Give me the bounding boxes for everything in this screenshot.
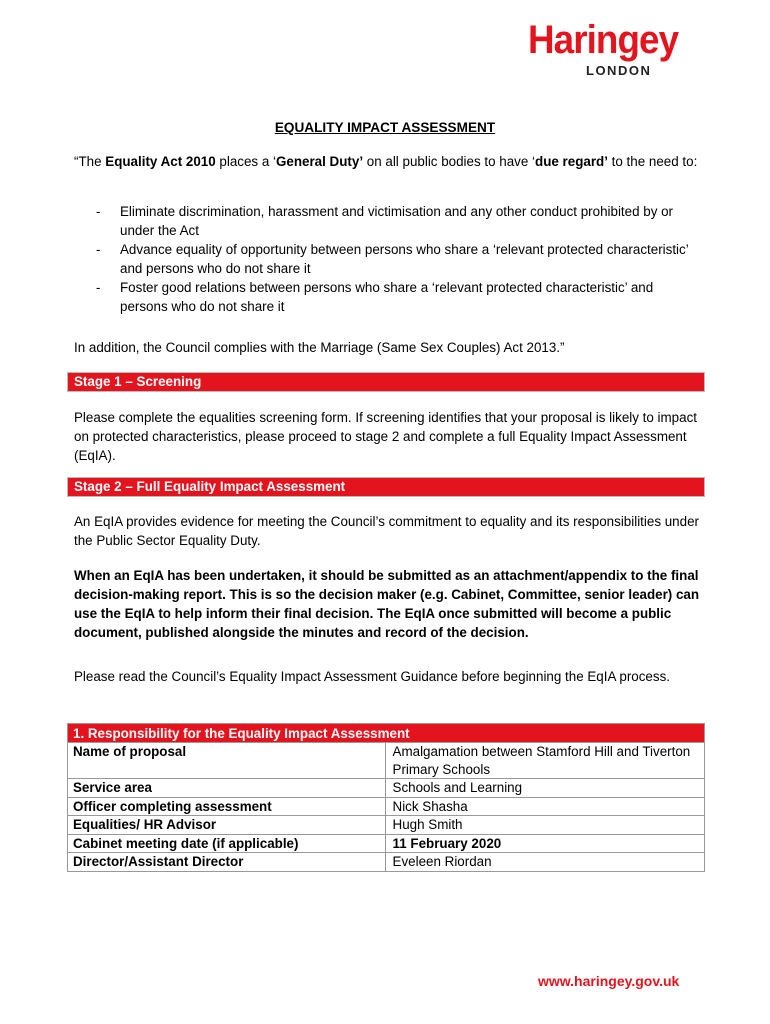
row-value: Hugh Smith [385, 816, 704, 835]
row-value: Amalgamation between Stamford Hill and Tiverton Primary Schools [385, 743, 704, 779]
row-value: Nick Shasha [385, 797, 704, 816]
duty-list [74, 202, 694, 316]
bullet-marker: - [96, 280, 101, 295]
eqia-paragraph: An EqIA provides evidence for meeting the Council’s commitment to equality and its responsibilities under the Public Sector Equality Duty. [74, 514, 699, 548]
intro-text-2: places a ‘ [215, 154, 276, 169]
row-value: 11 February 2020 [385, 834, 704, 853]
addition-paragraph: In addition, the Council complies with the Marriage (Same Sex Couples) Act 2013.” [74, 340, 565, 355]
intro-bold-1: Equality Act 2010 [105, 154, 216, 169]
table-header-row [68, 724, 705, 743]
intro-bold-2: General Duty’ [275, 154, 364, 169]
list-item [74, 202, 694, 240]
table-heading: 1. Responsibility for the Equality Impact Assessment [68, 724, 705, 743]
haringey-logo [528, 18, 698, 80]
intro-bold-3: due regard’ [535, 154, 608, 169]
screening-paragraph: Please complete the equalities screening form. If screening identifies that your proposal is likely to impact on protected characteristics, please proceed to stage 2 and complete a full Equality Impact Assessment (EqIA). [74, 410, 697, 463]
table-row [68, 853, 705, 872]
row-value: Eveleen Riordan [385, 853, 704, 872]
list-item-text: Foster good relations between persons who share a ‘relevant protected characteristic’ and persons who do not share it [120, 280, 654, 314]
list-item [74, 278, 694, 316]
responsibility-table [67, 723, 705, 872]
row-label: Service area [68, 779, 386, 798]
row-label: Officer completing assessment [68, 797, 386, 816]
list-item-text: Eliminate discrimination, harassment and victimisation and any other conduct prohibited by or under the Act [120, 204, 674, 238]
intro-paragraph [74, 152, 704, 171]
row-label: Director/Assistant Director [68, 853, 386, 872]
stage-2-heading: Stage 2 – Full Equality Impact Assessment [67, 477, 705, 497]
bullet-marker: - [96, 204, 101, 219]
list-item-text: Advance equality of opportunity between persons who share a ‘relevant protected characteristic’ and persons who do not share it [120, 242, 689, 276]
table-row [68, 816, 705, 835]
logo-wordmark: Haringey [528, 18, 679, 62]
list-item [74, 240, 694, 278]
row-value: Schools and Learning [385, 779, 704, 798]
logo-subtitle: LONDON [586, 63, 652, 78]
table-row [68, 834, 705, 853]
bullet-marker: - [96, 242, 101, 257]
row-label: Cabinet meeting date (if applicable) [68, 834, 386, 853]
footer-website-link[interactable]: www.haringey.gov.uk [538, 973, 680, 989]
row-label: Name of proposal [68, 743, 386, 779]
intro-text-4: to the need to: [607, 154, 698, 169]
table-row [68, 779, 705, 798]
submission-paragraph: When an EqIA has been undertaken, it should be submitted as an attachment/appendix to the final decision-making report. This is so the decision maker (e.g. Cabinet, Committee, senior leader) can use the EqIA to help inform their final decision. The EqIA once submitted will become a public document, published alongside the minutes and record of the decision. [74, 568, 700, 640]
row-label: Equalities/ HR Advisor [68, 816, 386, 835]
guidance-paragraph: Please read the Council’s Equality Impact Assessment Guidance before beginning the EqIA process. [74, 669, 670, 684]
intro-text-1: “The [74, 154, 106, 169]
page-title: EQUALITY IMPACT ASSESSMENT [274, 120, 496, 135]
table-row [68, 743, 705, 779]
intro-text-3: on all public bodies to have ‘ [363, 154, 536, 169]
stage-1-heading: Stage 1 – Screening [67, 372, 705, 392]
table-row [68, 797, 705, 816]
